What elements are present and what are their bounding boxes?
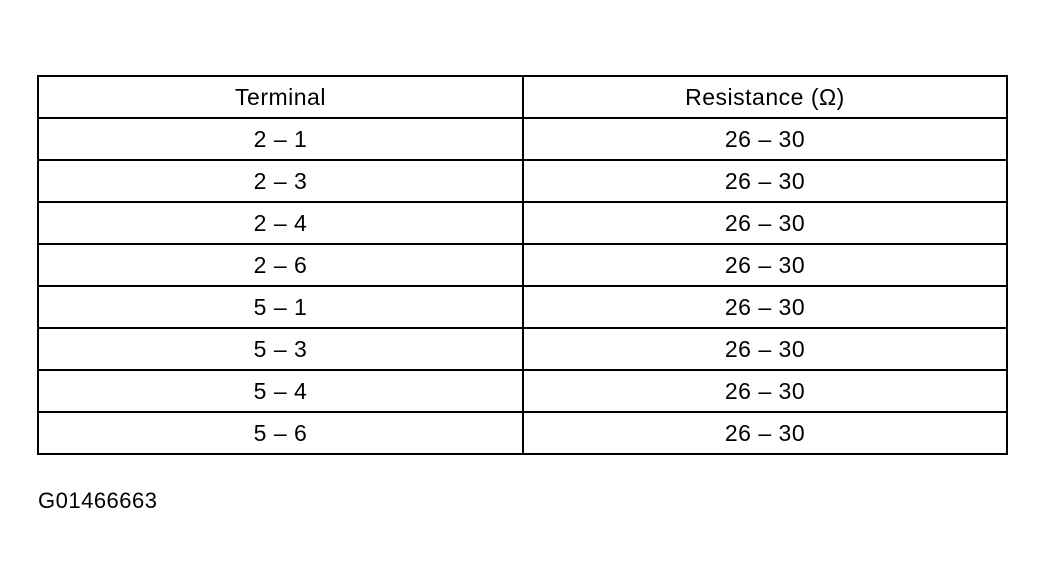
table-header-row xyxy=(38,76,1007,118)
table-row xyxy=(38,160,1007,202)
resistance-cell: 26 – 30 xyxy=(523,160,1007,202)
terminal-cell: 2 – 4 xyxy=(38,202,523,244)
terminal-cell: 2 – 1 xyxy=(38,118,523,160)
terminal-cell: 5 – 4 xyxy=(38,370,523,412)
table-row xyxy=(38,202,1007,244)
resistance-cell: 26 – 30 xyxy=(523,286,1007,328)
header-terminal: Terminal xyxy=(38,76,523,118)
table-row xyxy=(38,328,1007,370)
terminal-cell: 2 – 6 xyxy=(38,244,523,286)
resistance-cell: 26 – 30 xyxy=(523,244,1007,286)
terminal-cell: 5 – 1 xyxy=(38,286,523,328)
header-resistance: Resistance (Ω) xyxy=(523,76,1007,118)
resistance-cell: 26 – 30 xyxy=(523,202,1007,244)
resistance-cell: 26 – 30 xyxy=(523,370,1007,412)
table-row xyxy=(38,244,1007,286)
resistance-cell: 26 – 30 xyxy=(523,412,1007,454)
terminal-cell: 5 – 6 xyxy=(38,412,523,454)
table-row xyxy=(38,370,1007,412)
terminal-cell: 5 – 3 xyxy=(38,328,523,370)
terminal-cell: 2 – 3 xyxy=(38,160,523,202)
figure-id-label: G01466663 xyxy=(38,488,158,513)
table-row xyxy=(38,286,1007,328)
resistance-cell: 26 – 30 xyxy=(523,328,1007,370)
resistance-spec-table xyxy=(37,75,1008,455)
table-row xyxy=(38,118,1007,160)
table-row xyxy=(38,412,1007,454)
resistance-cell: 26 – 30 xyxy=(523,118,1007,160)
